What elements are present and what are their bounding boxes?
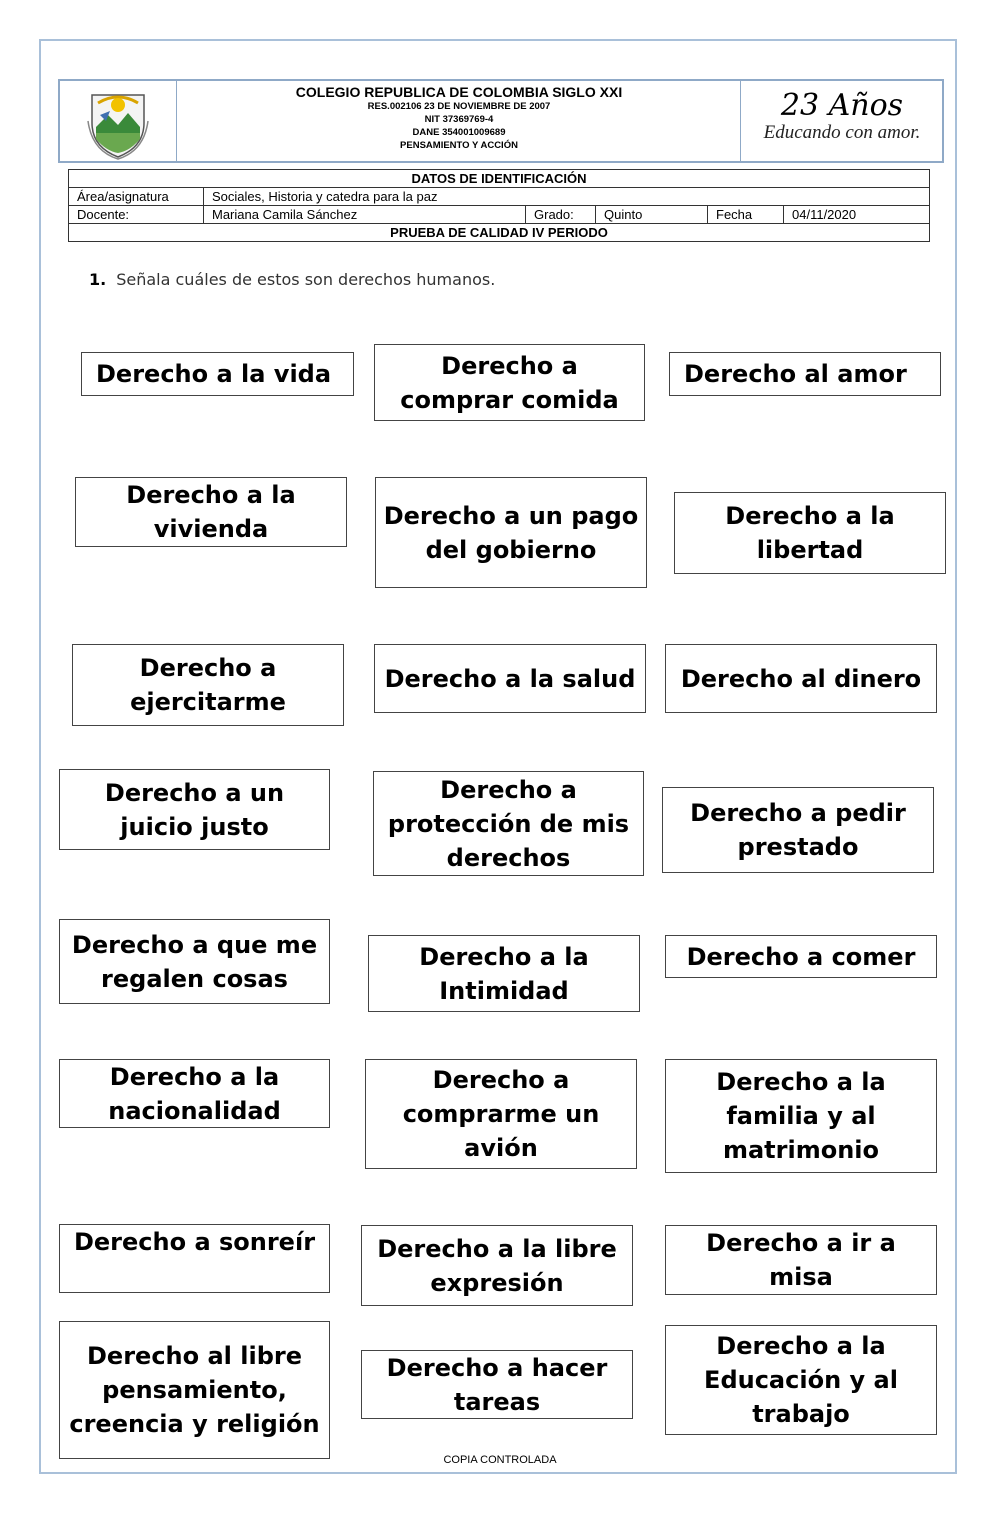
option-box[interactable]: Derecho a un juicio justo	[59, 769, 330, 850]
identification-table	[68, 169, 930, 242]
grade-label: Grado:	[526, 206, 596, 224]
option-box[interactable]: Derecho a la libertad	[674, 492, 946, 574]
option-box[interactable]: Derecho a comer	[665, 935, 937, 978]
option-box[interactable]: Derecho a la Intimidad	[368, 935, 640, 1012]
identification-title: DATOS DE IDENTIFICACIÓN	[69, 170, 930, 188]
option-box[interactable]: Derecho a la familia y al matrimonio	[665, 1059, 937, 1173]
school-resolution: RES.002106 23 DE NOVIEMBRE DE 2007	[367, 101, 551, 112]
option-box[interactable]: Derecho a pedir prestado	[662, 787, 934, 873]
option-box[interactable]: Derecho a la salud	[374, 644, 646, 713]
school-slogan: PENSAMIENTO Y ACCIÓN	[400, 140, 518, 151]
option-box[interactable]: Derecho al libre pensamiento, creencia y religión	[59, 1321, 330, 1459]
option-box[interactable]: Derecho a la vivienda	[75, 477, 347, 547]
option-box[interactable]: Derecho a un pago del gobierno	[375, 477, 647, 588]
school-info	[178, 81, 741, 161]
school-name: COLEGIO REPUBLICA DE COLOMBIA SIGLO XXI	[295, 84, 623, 100]
grade-value: Quinto	[596, 206, 708, 224]
option-box[interactable]: Derecho a protección de mis derechos	[373, 771, 644, 876]
test-title: PRUEBA DE CALIDAD IV PERIODO	[69, 224, 930, 242]
option-box[interactable]: Derecho a la vida	[81, 352, 354, 396]
document-header	[58, 79, 944, 163]
option-box[interactable]: Derecho a comprar comida	[374, 344, 645, 421]
option-box[interactable]: Derecho a hacer tareas	[361, 1350, 633, 1419]
area-label: Área/asignatura	[69, 188, 204, 206]
school-nit: NIT 37369769-4	[424, 114, 494, 125]
question-prompt	[89, 270, 495, 289]
footer-label: COPIA CONTROLADA	[443, 1454, 557, 1466]
question-text: Señala cuáles de estos son derechos humanos.	[116, 270, 496, 289]
teacher-value: Mariana Camila Sánchez	[204, 206, 526, 224]
option-box[interactable]: Derecho a la libre expresión	[361, 1225, 633, 1306]
option-box[interactable]: Derecho a ejercitarme	[72, 644, 344, 726]
option-box[interactable]: Derecho a la nacionalidad	[59, 1059, 330, 1128]
option-box[interactable]: Derecho a comprarme un avión	[365, 1059, 637, 1169]
option-box[interactable]: Derecho a ir a misa	[665, 1225, 937, 1295]
option-box[interactable]: Derecho a que me regalen cosas	[59, 919, 330, 1004]
motto-box	[742, 81, 942, 161]
question-number: 1.	[89, 270, 107, 289]
years-title: 23 Años	[780, 88, 904, 123]
date-value: 04/11/2020	[784, 206, 930, 224]
school-logo	[60, 81, 177, 161]
school-dane: DANE 354001009689	[412, 127, 506, 138]
area-value: Sociales, Historia y catedra para la paz	[204, 188, 930, 206]
option-box[interactable]: Derecho al amor	[669, 352, 941, 396]
date-label: Fecha	[708, 206, 784, 224]
motto-text: Educando con amor.	[763, 122, 921, 143]
school-crest-icon	[60, 81, 176, 161]
option-box[interactable]: Derecho a sonreír	[59, 1224, 330, 1293]
option-box[interactable]: Derecho a la Educación y al trabajo	[665, 1325, 937, 1435]
teacher-label: Docente:	[69, 206, 204, 224]
option-box[interactable]: Derecho al dinero	[665, 644, 937, 713]
